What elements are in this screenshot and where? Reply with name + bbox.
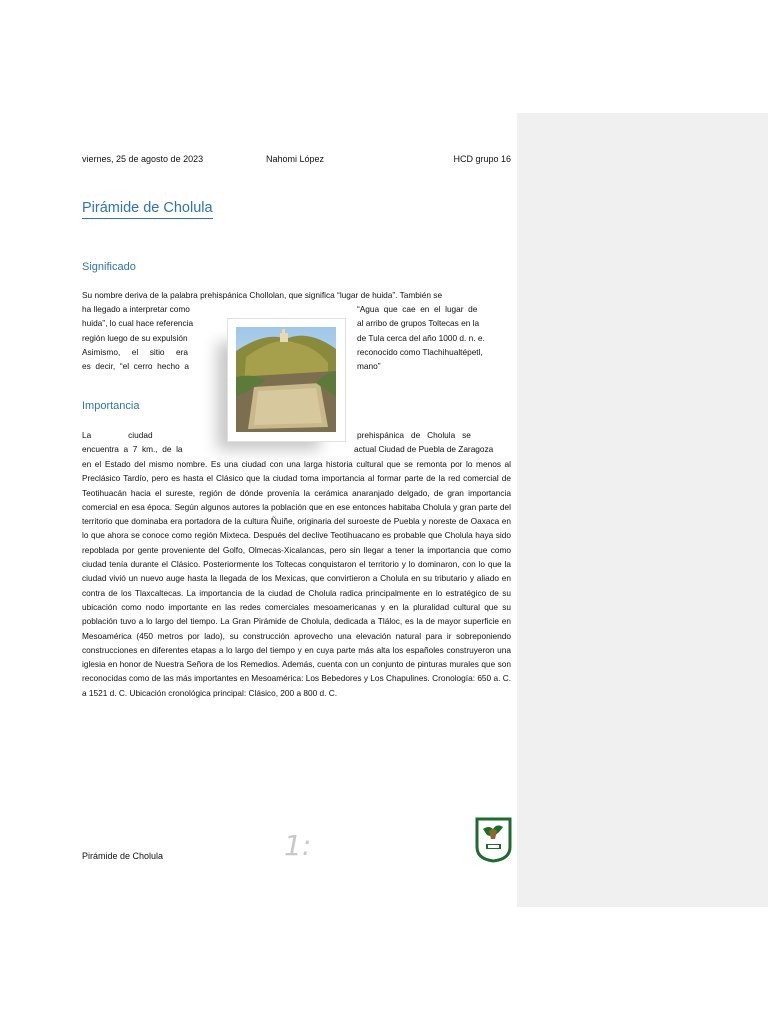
header-author: Nahomi López (266, 154, 325, 164)
importancia-line2-left: encuentra a 7 km., de la (82, 444, 183, 454)
document-title: Pirámide de Cholula (82, 200, 213, 219)
heading-significado: Significado (82, 261, 136, 273)
footer-title: Pirámide de Cholula (82, 851, 164, 861)
page-number: 1: (284, 829, 312, 862)
importancia-body: en el Estado del mismo nombre. Es una ciudad con una larga historia cultural que se remonta por lo menos al Preclásico Tardío, pero es hasta el Clásico que la ciudad toma importancia al formar parte de la red comercial de Teotihuacán hacia el sureste, región de dónde provenía la cerámica anaranjado delgado, de gran importancia comercial en esa época. Según algunos autores la población que en ese entonces habitaba Cholula y gran parte del territorio que dominaba era portadora de la cultura Ñuiñe, originaria del suroeste de Puebla y noreste de Oaxaca en lo que ahora se conoce como región Mixteca. Después del declive Teotihuacano es probable que Cholula haya sido repoblada por gente proveniente del Golfo, Olmecas-Xicalancas, pero sin llegar a tener la importancia que como ciudad tenía durante el Clásico. Posteriormente los Toltecas conquistaron el territorio y lo dominaron, con lo que la ciudad vivió un nuevo auge hasta la llegada de los Mexicas, que convirtieron a Cholula en su tributario y aliado en contra de los Tlaxcaltecas. La importancia de la ciudad de Cholula radica principalmente en lo estratégico de su ubicación como nodo importante en las redes comerciales mesoamericanas y en la pluralidad cultural que su población tuvo a lo largo del tiempo. La Gran Pirámide de Cholula, dedicada a Tláloc, es la de mayor superficie en Mesoamérica (450 metros por lado), su construcción aprovecho una elevación natural para ir sobreponiendo construcciones en diferentes etapas a lo largo del tiempo y en cuya parte más alta los españoles construyeron una iglesia en honor de Nuestra Señora de los Remedios. Además, cuenta con un conjunto de pinturas murales que son reconocidas como de las más importantes en Mesoamérica: Los Bebedores y Los Chapulines. Cronología: 650 a. C. a 1521 d. C. Ubicación cronológica principal: Clásico, 200 a 800 d. C. (82, 459, 511, 698)
significado-right-column: “Agua que cae en el lugar de al arribo de grupos Toltecas en la de Tula cerca del año 1000 d. n. e. reconocido como Tlachihualtépetl, mano” (357, 304, 485, 372)
significado-left-column: ha llegado a interpretar como huida”, lo cual hace referencia región luego de su expulsión Asimismo, el sitio era es decir, “el cerro hecho a (82, 304, 194, 372)
importancia-line1-left: La ciudad (82, 430, 153, 440)
pyramid-photo-image (236, 327, 336, 432)
pyramid-photo (227, 318, 346, 442)
school-shield-logo (475, 817, 512, 863)
significado-intro: Su nombre deriva de la palabra prehispánica Chollolan, que significa “lugar de huida”. También se (82, 290, 443, 300)
importancia-line1-right: prehispánica de Cholula se (357, 430, 471, 440)
comment-pane (517, 113, 768, 907)
header-date: viernes, 25 de agosto de 2023 (82, 154, 204, 164)
importancia-line2-right: actual Ciudad de Puebla de Zaragoza (354, 444, 494, 454)
heading-importancia: Importancia (82, 400, 140, 412)
header-group: HCD grupo 16 (453, 154, 511, 164)
